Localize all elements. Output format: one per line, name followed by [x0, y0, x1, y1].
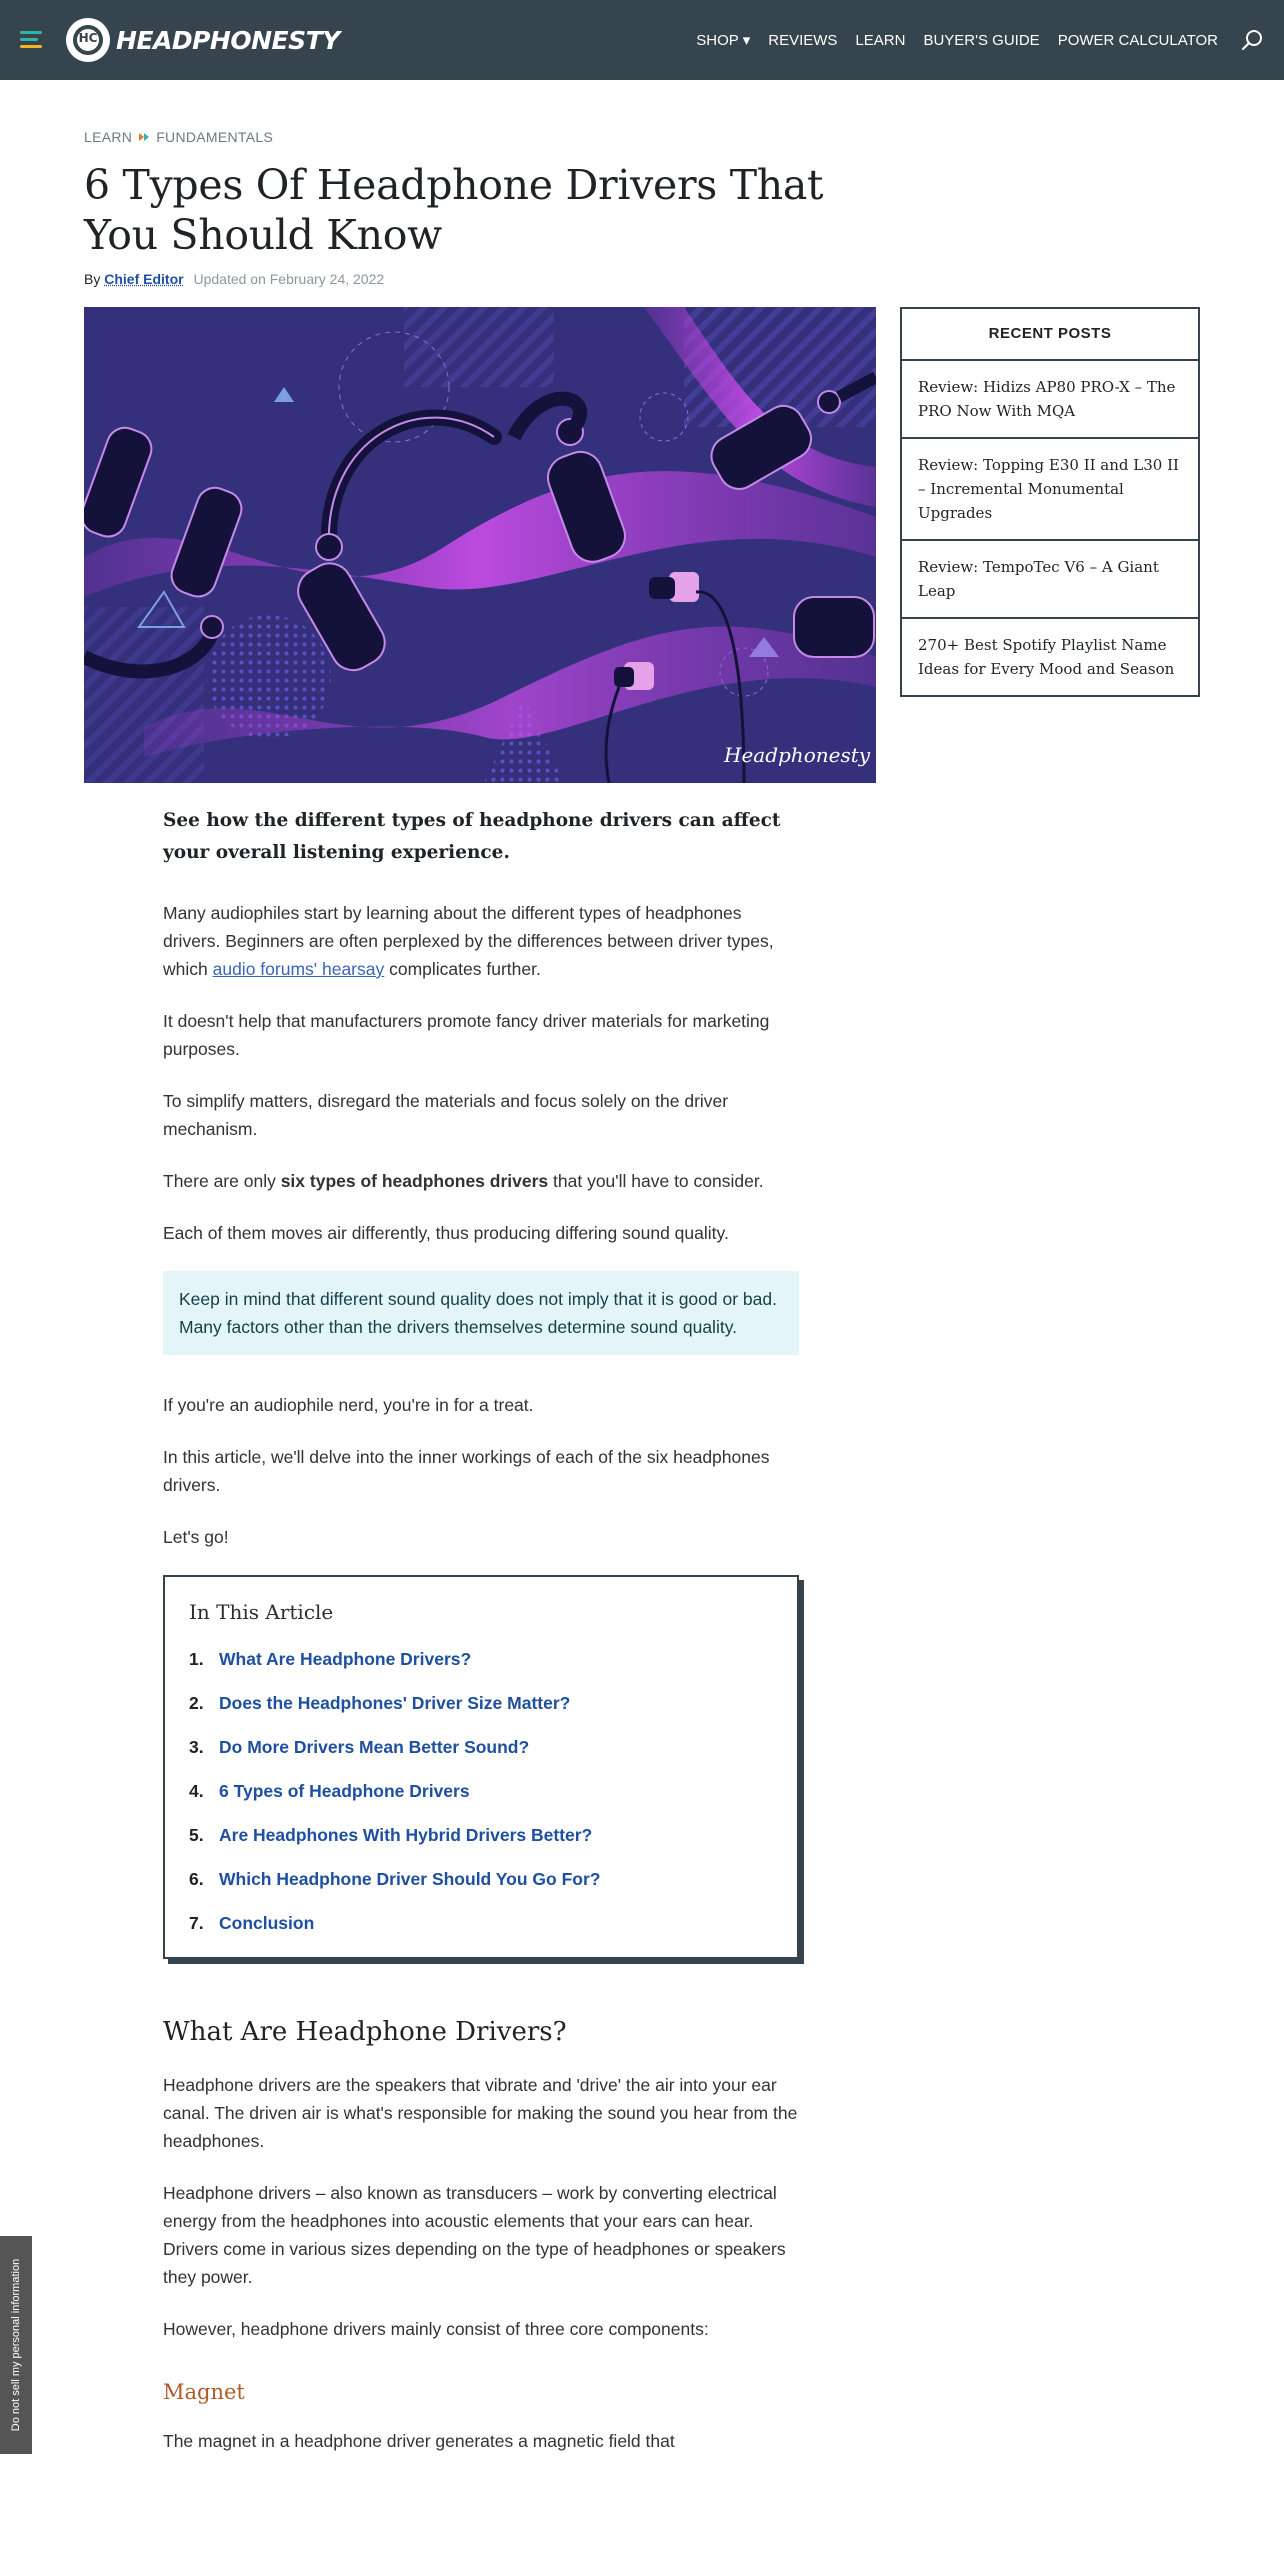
hero-watermark: Headphonesty — [724, 743, 871, 767]
paragraph: There are only six types of headphones drivers that you'll have to consider. — [163, 1171, 764, 1191]
table-of-contents — [163, 1575, 799, 1959]
recent-post-link[interactable]: Review: Hidizs AP80 PRO-X – The PRO Now With MQA — [902, 361, 1198, 439]
byline — [84, 271, 384, 287]
toc-item: 2. Does the Headphones' Driver Size Matter? — [189, 1681, 773, 1725]
toc-link[interactable]: Which Headphone Driver Should You Go For? — [219, 1869, 601, 1889]
paragraph: Headphone drivers are the speakers that vibrate and 'drive' the air into your ear canal. The driven air is what's responsible for making the sound you hear from the headphones. — [163, 2075, 798, 2151]
breadcrumb-learn[interactable]: LEARN — [84, 129, 133, 145]
paragraph: Let's go! — [163, 1527, 229, 1547]
headphones-illustration — [84, 307, 876, 783]
breadcrumb-separator-icon — [138, 129, 150, 145]
recent-post-link[interactable]: Review: Topping E30 II and L30 II – Incremental Monumental Upgrades — [902, 439, 1198, 541]
search-icon[interactable] — [1240, 28, 1264, 52]
nav-shop[interactable]: SHOP ▾ — [696, 32, 751, 49]
toc-item: 5. Are Headphones With Hybrid Drivers Better? — [189, 1813, 773, 1857]
toc-link[interactable]: Do More Drivers Mean Better Sound? — [219, 1737, 530, 1757]
site-header — [0, 0, 1284, 80]
logo-mark-icon: HC — [66, 18, 110, 62]
updated-date: Updated on February 24, 2022 — [193, 271, 385, 287]
paragraph: In this article, we'll delve into the inner workings of each of the six headphones drivers. — [163, 1447, 770, 1495]
hamburger-menu-icon[interactable] — [20, 31, 42, 49]
toc-link[interactable]: Conclusion — [219, 1913, 315, 1933]
hero-image — [84, 307, 876, 783]
paragraph: It doesn't help that manufacturers promote fancy driver materials for marketing purposes. — [163, 1011, 770, 1059]
toc-link[interactable]: Are Headphones With Hybrid Drivers Better? — [219, 1825, 593, 1845]
article-lede: See how the different types of headphone drivers can affect your overall listening experience. — [163, 810, 781, 863]
paragraph: To simplify matters, disregard the materials and focus solely on the driver mechanism. — [163, 1091, 729, 1139]
toc-item: 1. What Are Headphone Drivers? — [189, 1637, 773, 1681]
nav-power-calculator[interactable]: POWER CALCULATOR — [1057, 31, 1218, 49]
paragraph: The magnet in a headphone driver generates a magnetic field that — [163, 2431, 675, 2451]
toc-item: 4. 6 Types of Headphone Drivers — [189, 1769, 773, 1813]
page-title: 6 Types Of Headphone Drivers That You Should Know — [84, 161, 824, 259]
byline-prefix: By — [84, 271, 101, 287]
do-not-sell-button[interactable]: Do not sell my personal information — [0, 2236, 32, 2454]
callout-note: Keep in mind that different sound quality does not imply that it is good or bad. Many factors other than the drivers themselves determine sound quality. — [163, 1271, 799, 1355]
section-heading: What Are Headphone Drivers? — [163, 2017, 567, 2047]
paragraph: Each of them moves air differently, thus producing differing sound quality. — [163, 1223, 729, 1243]
toc-link[interactable]: What Are Headphone Drivers? — [219, 1649, 472, 1669]
paragraph: If you're an audiophile nerd, you're in for a treat. — [163, 1395, 534, 1415]
toc-title: In This Article — [189, 1600, 334, 1624]
paragraph: However, headphone drivers mainly consist of three core components: — [163, 2319, 709, 2339]
audio-forums-link[interactable]: audio forums' hearsay — [212, 959, 385, 979]
toc-item: 6. Which Headphone Driver Should You Go For? — [189, 1857, 773, 1901]
article-body — [163, 805, 799, 2479]
nav-buyers-guide[interactable]: BUYER'S GUIDE — [923, 31, 1040, 49]
toc-item: 3. Do More Drivers Mean Better Sound? — [189, 1725, 773, 1769]
logo-wordmark: HEADPHONESTY — [116, 25, 340, 55]
recent-post-link[interactable]: Review: TempoTec V6 – A Giant Leap — [902, 541, 1198, 619]
toc-link[interactable]: 6 Types of Headphone Drivers — [219, 1781, 470, 1801]
site-logo[interactable] — [66, 16, 340, 64]
author-link[interactable]: Chief Editor — [104, 271, 184, 287]
main-nav — [678, 0, 1218, 80]
toc-item: 7. Conclusion — [189, 1901, 773, 1945]
toc-link[interactable]: Does the Headphones' Driver Size Matter? — [219, 1693, 571, 1713]
recent-post-link[interactable]: 270+ Best Spotify Playlist Name Ideas for Every Mood and Season — [918, 636, 1175, 678]
subsection-heading: Magnet — [163, 2380, 245, 2404]
recent-posts-title: RECENT POSTS — [902, 309, 1198, 361]
breadcrumb — [84, 129, 273, 145]
recent-posts-widget — [900, 307, 1200, 697]
nav-reviews[interactable]: REVIEWS — [768, 31, 838, 49]
paragraph: Headphone drivers – also known as transducers – work by converting electrical energy from the headphones into acoustic elements that your ears can hear. Drivers come in various sizes depending on the type of headphones or speakers they power. — [163, 2183, 786, 2287]
nav-learn[interactable]: LEARN — [855, 31, 906, 49]
breadcrumb-fundamentals[interactable]: FUNDAMENTALS — [156, 129, 274, 145]
paragraph: Many audiophiles start by learning about the different types of headphones drivers. Beginners are often perplexed by the differences between driver types, which audio forums' hearsay complicates further. — [163, 903, 774, 979]
